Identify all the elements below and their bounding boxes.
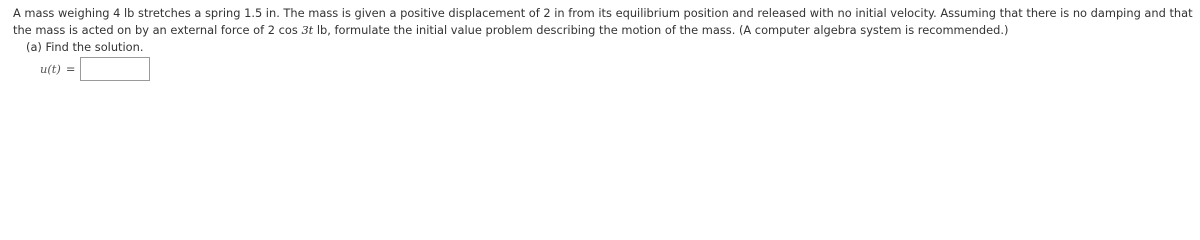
force-variable: 3t xyxy=(301,23,314,37)
problem-statement xyxy=(13,5,1193,39)
part-a-label: (a) Find the solution. xyxy=(26,40,144,54)
equals-sign: = xyxy=(65,62,76,76)
answer-row xyxy=(40,57,150,81)
answer-input[interactable] xyxy=(80,57,150,81)
answer-variable-label: u(t) xyxy=(40,62,61,76)
problem-text-part2: lb, formulate the initial value problem describing the motion of the mass. (A computer algebra system is recommended.) xyxy=(313,23,1009,37)
problem-text-part1: A mass weighing 4 lb stretches a spring 1.5 in. The mass is given a positive displacement of 2 in from its equilibrium position and released with no initial velocity. Assuming that there is no damping and that the mass is acted on by an external force of 2 cos xyxy=(13,6,1193,37)
